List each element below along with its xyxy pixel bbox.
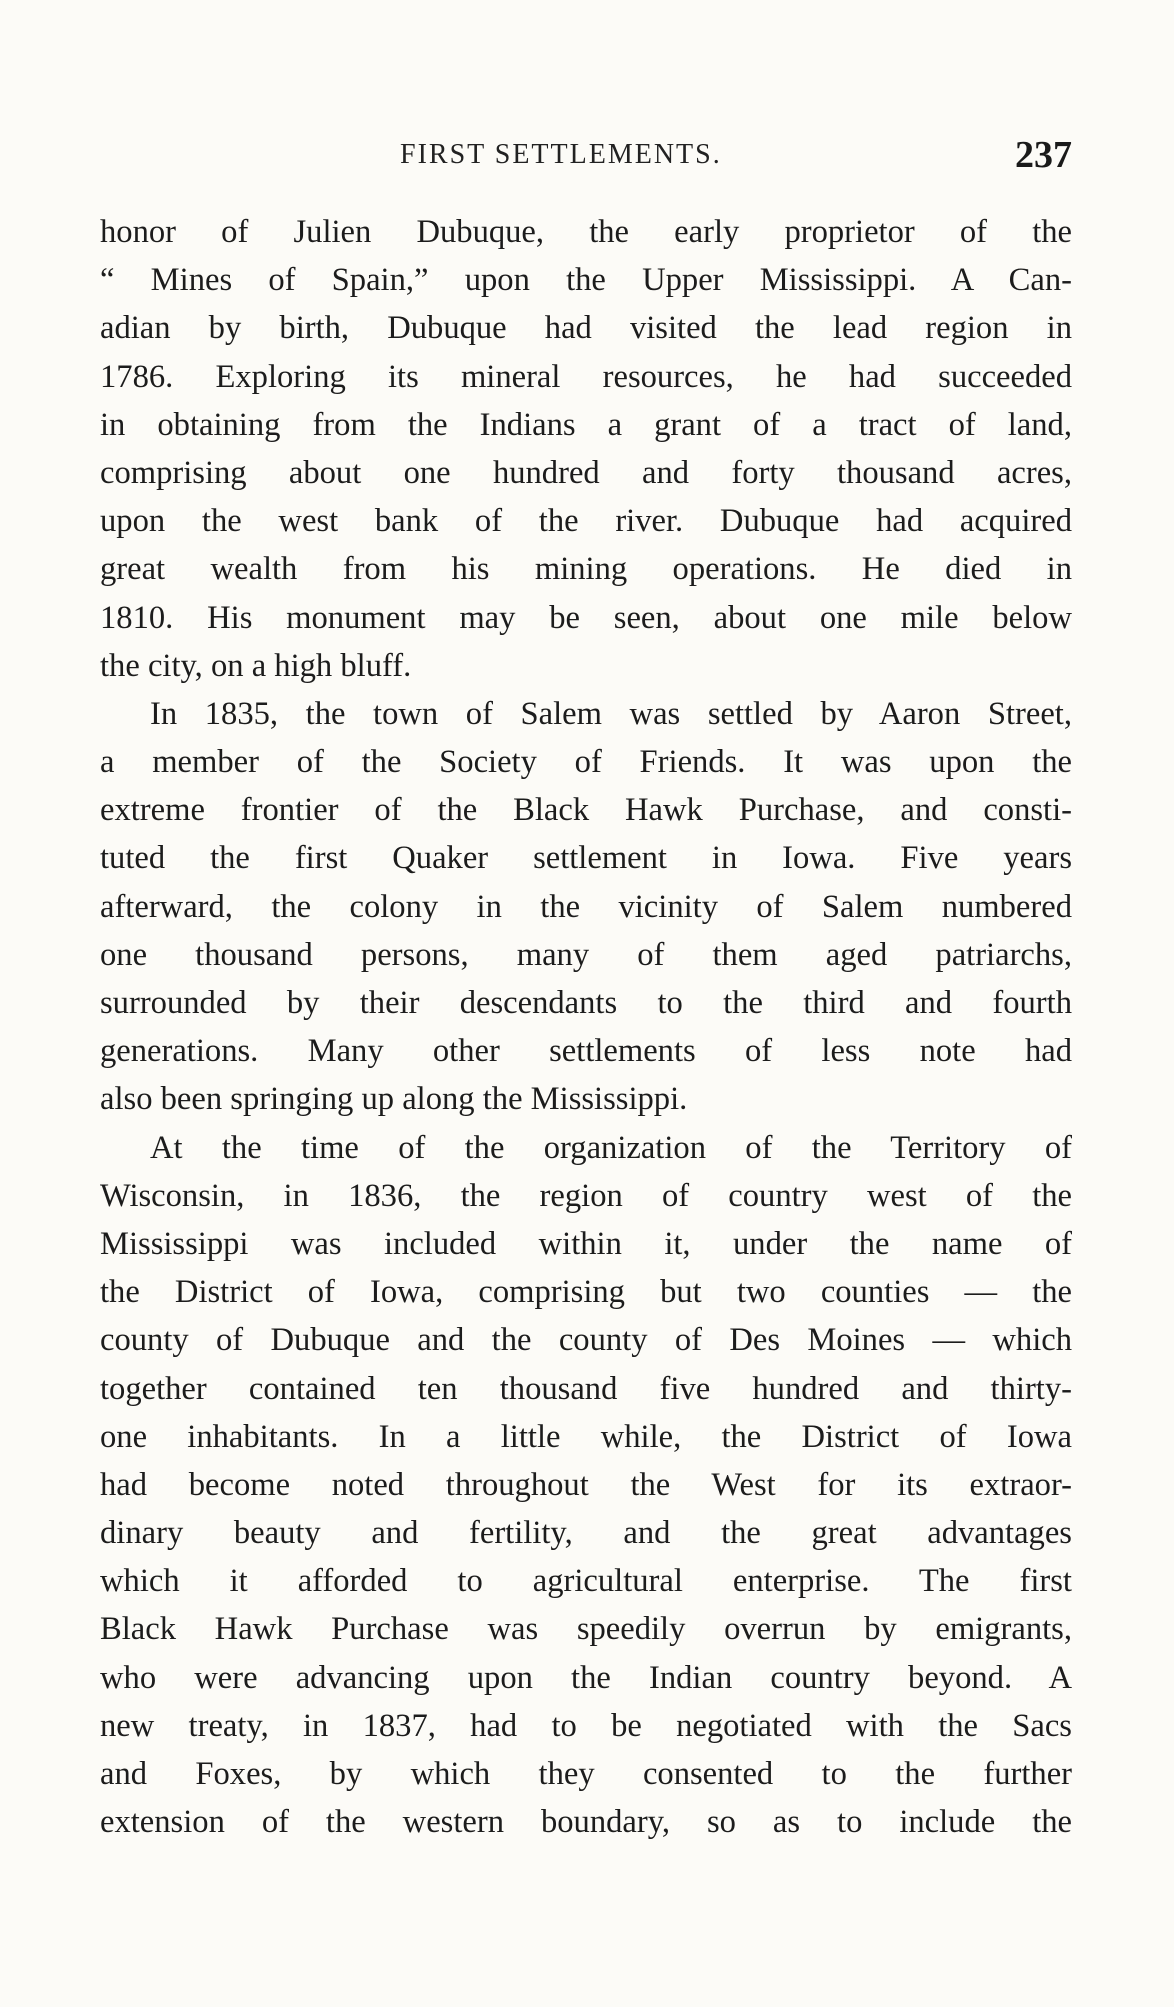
text-line: generations. Many other settlements of less note had — [100, 1033, 1072, 1070]
text-line: Wisconsin, in 1836, the region of country west of the — [100, 1177, 1072, 1214]
page-number: 237 — [1015, 134, 1072, 176]
text-line: extension of the western boundary, so as to include the — [100, 1804, 1072, 1841]
text-line: “ Mines of Spain,” upon the Upper Mississippi. A Can- — [100, 262, 1072, 299]
text-line: together contained ten thousand five hundred and thirty- — [100, 1370, 1072, 1407]
paragraph-2 — [100, 690, 1072, 1124]
text-line: new treaty, in 1837, had to be negotiated with the Sacs — [100, 1707, 1072, 1744]
running-head — [100, 135, 1072, 175]
text-line: dinary beauty and fertility, and the great advantages — [100, 1515, 1072, 1552]
text-line: honor of Julien Dubuque, the early proprietor of the — [100, 214, 1072, 250]
text-line: one inhabitants. In a little while, the District of Iowa — [100, 1418, 1072, 1455]
text-line: in obtaining from the Indians a grant of a tract of land, — [100, 406, 1072, 443]
text-line: afterward, the colony in the vicinity of Salem numbered — [100, 888, 1072, 925]
body-text — [100, 208, 1072, 1846]
text-line: In 1835, the town of Salem was settled by Aaron Street, — [150, 695, 1072, 732]
paragraph-1 — [100, 208, 1072, 690]
text-line: At the time of the organization of the Territory of — [150, 1129, 1072, 1166]
text-line: and Foxes, by which they consented to the further — [100, 1756, 1072, 1792]
text-line: surrounded by their descendants to the third and fourth — [100, 985, 1072, 1021]
text-line: great wealth from his mining operations. He died in — [100, 551, 1072, 588]
text-line: 1810. His monument may be seen, about one mile below — [100, 599, 1072, 636]
text-line: Black Hawk Purchase was speedily overrun by emigrants, — [100, 1611, 1072, 1648]
text-line: extreme frontier of the Black Hawk Purchase, and consti- — [100, 792, 1072, 829]
text-line: 1786. Exploring its mineral resources, he had succeeded — [100, 358, 1072, 395]
paragraph-3 — [100, 1124, 1072, 1847]
text-line: comprising about one hundred and forty thousand acres, — [100, 454, 1072, 491]
running-title: FIRST SETTLEMENTS. — [400, 139, 722, 170]
text-line: tuted the first Quaker settlement in Iowa. Five years — [100, 840, 1072, 877]
text-line: a member of the Society of Friends. It was upon the — [100, 744, 1072, 781]
text-line: had become noted throughout the West for its extraor- — [100, 1466, 1072, 1503]
text-line: one thousand persons, many of them aged patriarchs, — [100, 936, 1072, 973]
text-line: upon the west bank of the river. Dubuque had acquired — [100, 503, 1072, 540]
text-line: county of Dubuque and the county of Des Moines — which — [100, 1322, 1072, 1359]
text-line: Mississippi was included within it, under the name of — [100, 1225, 1072, 1262]
text-line: also been springing up along the Mississippi. — [100, 1081, 688, 1118]
text-line: the city, on a high bluff. — [100, 647, 412, 684]
text-line: the District of Iowa, comprising but two counties — the — [100, 1274, 1072, 1311]
text-line: who were advancing upon the Indian country beyond. A — [100, 1659, 1072, 1696]
text-line: adian by birth, Dubuque had visited the lead region in — [100, 310, 1072, 347]
text-line: which it afforded to agricultural enterprise. The first — [100, 1563, 1072, 1600]
